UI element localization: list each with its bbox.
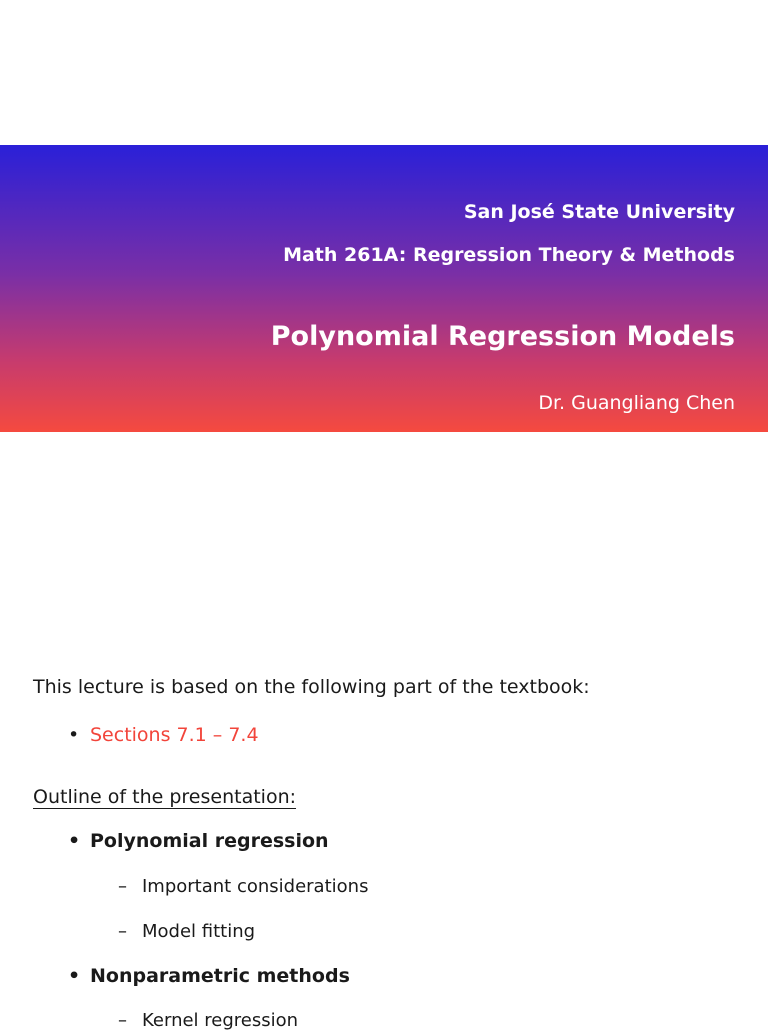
outline-item-nonparametric (68, 965, 350, 987)
lecture-title: Polynomial Regression Models (270, 321, 735, 352)
intro-text: This lecture is based on the following part of the textbook: (33, 676, 590, 698)
reading-sections-link[interactable]: Sections 7.1 – 7.4 (90, 724, 259, 746)
outline-subitem-label: Important considerations (142, 876, 369, 897)
dash-marker: – (118, 1010, 127, 1031)
bullet-dot: • (68, 965, 81, 987)
outline-item-label: Polynomial regression (90, 830, 329, 852)
university-name: San José State University (463, 201, 735, 223)
dash-marker: – (118, 876, 127, 897)
course-name: Math 261A: Regression Theory & Methods (283, 244, 735, 266)
outline-subitem (118, 1010, 298, 1031)
outline-heading: Outline of the presentation: (33, 786, 297, 808)
outline-item-polynomial (68, 830, 329, 852)
outline-subitem (118, 876, 368, 897)
outline-subitem (118, 921, 255, 942)
reading-bullet (68, 724, 259, 746)
outline-item-label: Nonparametric methods (90, 965, 350, 987)
bullet-dot: • (68, 724, 80, 746)
bullet-dot: • (68, 830, 81, 852)
outline-subitem-label: Kernel regression (142, 1010, 299, 1031)
outline-subitem-label: Model fitting (142, 921, 256, 942)
author-name: Dr. Guangliang Chen (538, 392, 735, 414)
dash-marker: – (118, 921, 127, 942)
